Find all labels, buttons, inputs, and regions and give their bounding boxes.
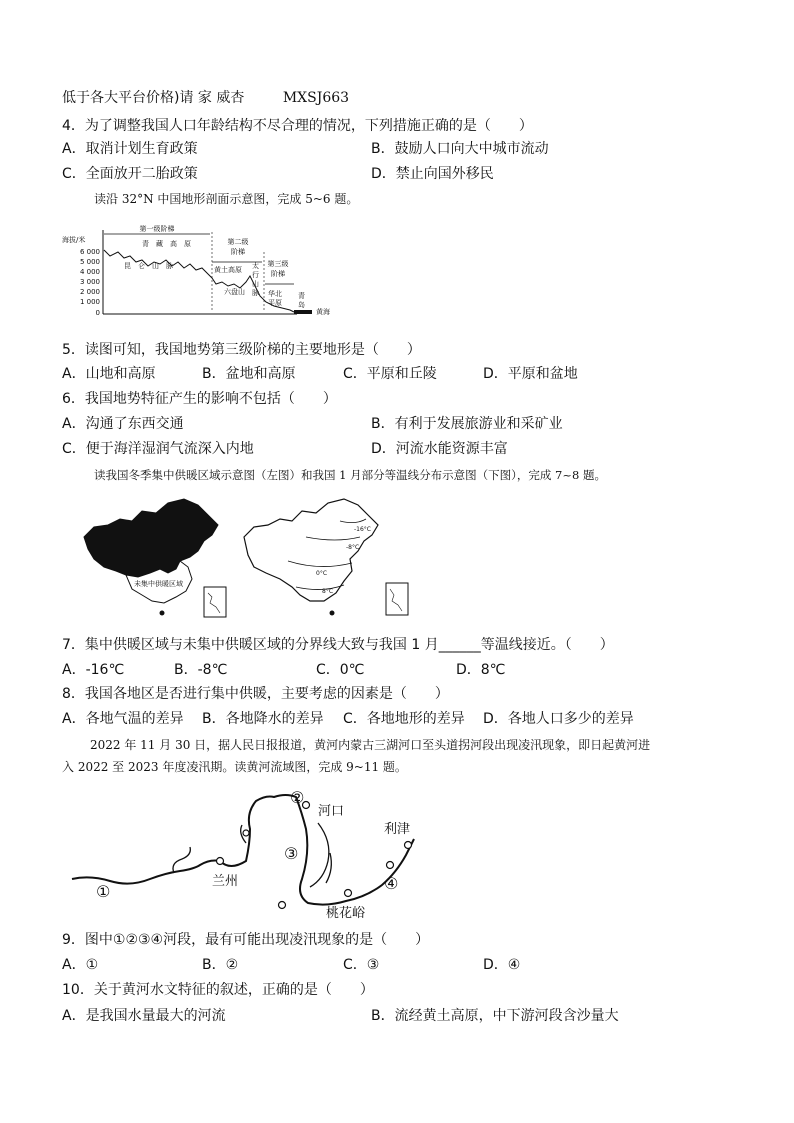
q5-option-b[interactable]: B．盆地和高原 <box>202 366 296 382</box>
q9-option-d[interactable]: D．④ <box>483 957 521 973</box>
ytick-5000: 5 000 <box>79 258 100 266</box>
ytick-6000: 6 000 <box>79 248 100 256</box>
question-7-stem: 7．集中供暖区域与未集中供暖区域的分界线大致与我国 1 月______等温线接近。（ ） <box>62 637 614 653</box>
ytick-4000: 4 000 <box>79 268 100 276</box>
q9-option-a[interactable]: A．① <box>62 957 99 973</box>
q5-option-c[interactable]: C．平原和丘陵 <box>343 366 437 382</box>
qingdao-1: 青 <box>298 292 305 300</box>
loess-label: 黄土高原 <box>214 266 242 274</box>
marker-4: ④ <box>384 874 399 893</box>
taihang-1: 太 <box>252 262 259 270</box>
intro-7-8: 读我国冬季集中供暖区域示意图（左图）和我国 1 月部分等温线分布示意图（下图），完成 7~8 题。 <box>94 468 606 482</box>
q8-option-d[interactable]: D．各地人口多少的差异 <box>483 711 634 727</box>
q4-option-a[interactable]: A．取消计划生育政策 <box>62 141 198 157</box>
header-text <box>62 88 349 108</box>
yellow-river-map <box>70 783 430 923</box>
profile-ylabel: 海拔/米 <box>62 236 86 244</box>
ytick-1000: 1 000 <box>79 298 100 306</box>
ytick-0: 0 <box>95 309 100 317</box>
question-5-stem: 5．读图可知，我国地势第三级阶梯的主要地形是（ ） <box>62 342 421 358</box>
intro-9-11-line1: 2022 年 11 月 30 日，据人民日报报道，黄河内蒙古三湖河口至头道拐河段出现凌汛现象，即日起黄河进 <box>90 738 651 752</box>
taohuayu-label: 桃花峪 <box>326 906 366 921</box>
q10-option-a[interactable]: A．是我国水量最大的河流 <box>62 1008 226 1024</box>
question-8-stem: 8．我国各地区是否进行集中供暖，主要考虑的因素是（ ） <box>62 686 449 702</box>
q7-option-a[interactable]: A．-16℃ <box>62 662 125 678</box>
hekou-label: 河口 <box>318 804 345 819</box>
taihang-4: 脉 <box>252 289 259 297</box>
q7-option-b[interactable]: B．-8℃ <box>174 662 228 678</box>
question-9-stem: 9．图中①②③④河段，最有可能出现凌汛现象的是（ ） <box>62 932 430 948</box>
lijin-label: 利津 <box>384 822 411 837</box>
taihang-3: 山 <box>252 280 259 288</box>
step2-label-a: 第二级 <box>227 238 249 246</box>
step2-label-b: 阶梯 <box>231 248 245 256</box>
header-line: 低于各大平台价格)请 家 威杏 <box>62 90 245 106</box>
yellow-sea-label: 黄海 <box>316 308 330 316</box>
q6-option-a[interactable]: A．沟通了东西交通 <box>62 416 184 432</box>
q6-option-d[interactable]: D．河流水能资源丰富 <box>371 441 508 457</box>
q7-option-d[interactable]: D．8℃ <box>456 662 506 678</box>
question-6-stem: 6．我国地势特征产生的影响不包括（ ） <box>62 391 337 407</box>
liupan-label: 六盘山 <box>224 288 245 296</box>
intro-9-11-line2: 入 2022 至 2023 年度凌汛期。读黄河流域图，完成 9~11 题。 <box>62 760 407 774</box>
isotherm-8: 8°C <box>322 588 334 595</box>
isotherm-0: 0°C <box>316 570 328 577</box>
qingdao-2: 岛 <box>298 301 305 309</box>
intro-5-6: 读沿 32°N 中国地形剖面示意图，完成 5~6 题。 <box>94 192 359 206</box>
isotherm-minus8: -8°C <box>346 544 360 551</box>
q5-option-d[interactable]: D．平原和盆地 <box>483 366 578 382</box>
marker-3: ③ <box>284 844 299 863</box>
step3-label-a: 第三级 <box>267 260 289 268</box>
marker-1: ① <box>96 882 111 901</box>
step3-label-b: 阶梯 <box>271 270 285 278</box>
terrain-profile-figure <box>62 222 352 320</box>
q4-option-b[interactable]: B．鼓励人口向大中城市流动 <box>371 141 549 157</box>
isotherm-map <box>236 497 416 625</box>
taihang-2: 行 <box>252 271 259 279</box>
north-china-plain-2: 平原 <box>268 299 282 307</box>
lanzhou-label: 兰州 <box>212 874 239 889</box>
q6-option-c[interactable]: C．便于海洋湿润气流深入内地 <box>62 441 254 457</box>
q7-option-c[interactable]: C．0℃ <box>316 662 365 678</box>
q4-option-d[interactable]: D．禁止向国外移民 <box>371 166 494 182</box>
q5-option-a[interactable]: A．山地和高原 <box>62 366 156 382</box>
kunlun-label: 昆 仑 山 脉 <box>124 262 173 270</box>
ytick-3000: 3 000 <box>79 278 100 286</box>
q8-option-b[interactable]: B．各地降水的差异 <box>202 711 324 727</box>
q10-option-b[interactable]: B．流经黄土高原，中下游河段含沙量大 <box>371 1008 619 1024</box>
q9-option-b[interactable]: B．② <box>202 957 239 973</box>
heating-region-map <box>80 497 240 625</box>
q8-option-a[interactable]: A．各地气温的差异 <box>62 711 184 727</box>
q9-option-c[interactable]: C．③ <box>343 957 380 973</box>
q6-option-b[interactable]: B．有利于发展旅游业和采矿业 <box>371 416 563 432</box>
isotherm-minus16: -16°C <box>354 526 371 533</box>
north-china-plain-1: 华北 <box>268 290 282 298</box>
unheated-region-label: 未集中供暖区域 <box>134 580 183 588</box>
ytick-2000: 2 000 <box>79 288 100 296</box>
question-10-stem: 10．关于黄河水文特征的叙述，正确的是（ ） <box>62 982 374 998</box>
header-code: MXSJ663 <box>282 90 350 106</box>
q8-option-c[interactable]: C．各地地形的差异 <box>343 711 465 727</box>
marker-2: ② <box>290 788 305 807</box>
q4-option-c[interactable]: C．全面放开二胎政策 <box>62 166 198 182</box>
step1-label: 第一级阶梯 <box>139 225 175 233</box>
plateau-label: 青 藏 高 原 <box>142 240 191 248</box>
question-4-stem: 4．为了调整我国人口年龄结构不尽合理的情况，下列措施正确的是（ ） <box>62 118 533 134</box>
